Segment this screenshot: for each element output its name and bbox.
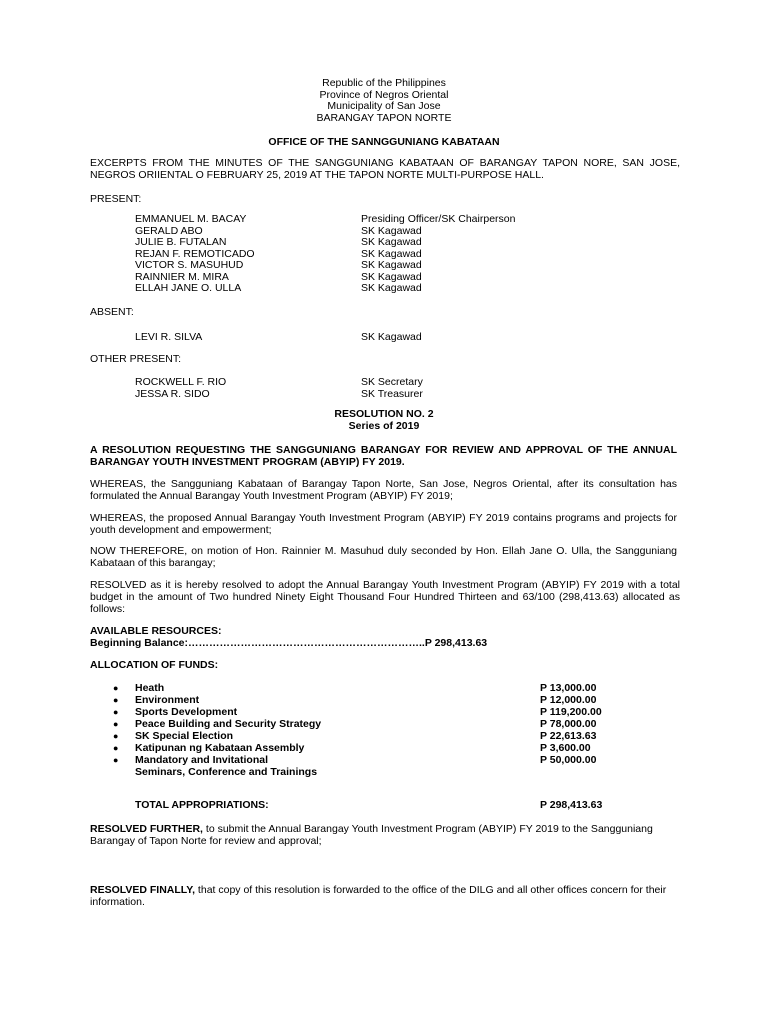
excerpt-paragraph: EXCERPTS FROM THE MINUTES OF THE SANGGUNIANG KABATAAN OF BARANGAY TAPON NORE, SAN JOSE, NEGROS ORIIENTAL O FEBRUARY 25, 2019 AT THE TAPON NORTE MULTI-PURPOSE HALL. bbox=[90, 157, 680, 181]
whereas-paragraph-2: WHEREAS, the proposed Annual Barangay Youth Investment Program (ABYIP) FY 2019 contains programs and projects for youth development and empowerment; bbox=[90, 512, 677, 536]
available-resources-heading: AVAILABLE RESOURCES: bbox=[90, 625, 222, 637]
attendee-role: Presiding Officer/SK Chairperson bbox=[361, 213, 516, 225]
bullet-icon: ● bbox=[113, 755, 119, 765]
allocation-item-amount: P 78,000.00 bbox=[540, 718, 597, 730]
resolved-further-lead: RESOLVED FURTHER, bbox=[90, 823, 203, 835]
resolved-finally-paragraph bbox=[90, 884, 677, 908]
attendee-name: RAINNIER M. MIRA bbox=[135, 270, 229, 283]
attendee-name: REJAN F. REMOTICADO bbox=[135, 247, 255, 260]
bullet-icon: ● bbox=[113, 731, 119, 741]
bullet-icon: ● bbox=[113, 719, 119, 729]
allocation-item-amount: P 22,613.63 bbox=[540, 730, 597, 742]
bullet-icon: ● bbox=[113, 707, 119, 717]
resolved-finally-lead: RESOLVED FINALLY, bbox=[90, 884, 196, 896]
allocation-item-amount: P 50,000.00 bbox=[540, 754, 597, 766]
now-therefore-paragraph: NOW THEREFORE, on motion of Hon. Rainnier M. Masuhud duly seconded by Hon. Ellah Jane O. Ulla, the Sangguniang Kabataan of this barangay; bbox=[90, 545, 677, 569]
header-province: Province of Negros Oriental bbox=[319, 88, 449, 101]
header-barangay: BARANGAY TAPON NORTE bbox=[316, 111, 452, 124]
allocation-item-amount: P 119,200.00 bbox=[540, 706, 602, 718]
attendee-name: VICTOR S. MASUHUD bbox=[135, 259, 244, 271]
allocation-item-label: Mandatory and Invitational bbox=[135, 754, 269, 766]
allocation-item-amount: P 3,600.00 bbox=[540, 742, 591, 754]
attendee-name: EMMANUEL M. BACAY bbox=[135, 213, 247, 225]
other-attendee-role: SK Treasurer bbox=[361, 387, 423, 400]
other-attendee-name: JESSA R. SIDO bbox=[135, 387, 210, 400]
present-label: PRESENT: bbox=[90, 193, 142, 205]
resolved-paragraph: RESOLVED as it is hereby resolved to adopt the Annual Barangay Youth Investment Program (ABYIP) FY 2019 with a total budget in the amount of Two hundred Ninety Eight Thousand Four Hundred Thirteen and 63/100 (298,413.63) allocated as follows: bbox=[90, 579, 680, 615]
attendee-name: GERALD ABO bbox=[135, 224, 203, 237]
allocation-item-label: SK Special Election bbox=[135, 730, 234, 742]
bullet-icon: ● bbox=[113, 743, 119, 753]
allocation-item-label: Katipunan ng Kabataan Assembly bbox=[135, 742, 305, 754]
allocation-item-label: Environment bbox=[135, 694, 200, 706]
bullet-icon: ● bbox=[113, 695, 119, 705]
whereas-paragraph-1: WHEREAS, the Sangguniang Kabataan of Barangay Tapon Norte, San Jose, Negros Oriental, after its consultation has formulated the Annual Barangay Youth Investment Program (ABYIP) FY 2019; bbox=[90, 478, 677, 502]
resolution-series: Series of 2019 bbox=[348, 419, 420, 432]
other-attendee-role: SK Secretary bbox=[361, 376, 423, 388]
attendee-role: SK Kagawad bbox=[361, 236, 422, 248]
allocation-item-label: Heath bbox=[135, 682, 165, 694]
resolution-title: A RESOLUTION REQUESTING THE SANGGUNIANG BARANGAY FOR REVIEW AND APPROVAL OF THE ANNUAL BARANGAY YOUTH INVESTMENT PROGRAM (ABYIP) FY 2019. bbox=[90, 444, 677, 468]
attendee-role: SK Kagawad bbox=[361, 282, 422, 294]
allocation-item-continuation: Seminars, Conference and Trainings bbox=[135, 766, 318, 778]
resolved-further-paragraph bbox=[90, 823, 677, 847]
allocation-heading: ALLOCATION OF FUNDS: bbox=[90, 659, 219, 671]
other-present-label: OTHER PRESENT: bbox=[90, 353, 182, 365]
attendee-role: SK Kagawad bbox=[361, 247, 422, 260]
absentee-name: LEVI R. SILVA bbox=[135, 331, 203, 343]
header-municipality: Municipality of San Jose bbox=[327, 100, 441, 112]
resolved-further-text: to submit the Annual Barangay Youth Investment Program (ABYIP) FY 2019 to the Sangguniang Barangay of Tapon Norte for review and approval; bbox=[90, 823, 653, 847]
header-republic: Republic of the Philippines bbox=[322, 77, 446, 89]
attendee-name: ELLAH JANE O. ULLA bbox=[135, 282, 242, 294]
bullet-icon: ● bbox=[113, 683, 119, 693]
total-appropriations-amount: P 298,413.63 bbox=[540, 799, 603, 811]
beginning-balance-line: Beginning Balance:…………………………………………………………..P 298,413.63 bbox=[90, 636, 488, 649]
office-title: OFFICE OF THE SANNGGUNIANG KABATAAN bbox=[268, 136, 500, 148]
allocation-item-label: Peace Building and Security Strategy bbox=[135, 718, 322, 730]
total-appropriations-label: TOTAL APPROPRIATIONS: bbox=[135, 799, 269, 811]
attendee-role: SK Kagawad bbox=[361, 259, 422, 271]
other-attendee-name: ROCKWELL F. RIO bbox=[135, 376, 227, 388]
resolved-finally-text: that copy of this resolution is forwarded to the office of the DILG and all other offices concern for their information. bbox=[90, 884, 667, 908]
attendee-name: JULIE B. FUTALAN bbox=[135, 236, 227, 248]
absentee-role: SK Kagawad bbox=[361, 331, 422, 343]
allocation-item-amount: P 13,000.00 bbox=[540, 682, 597, 694]
attendee-role: SK Kagawad bbox=[361, 270, 422, 283]
resolution-number: RESOLUTION NO. 2 bbox=[334, 408, 434, 420]
attendee-role: SK Kagawad bbox=[361, 224, 422, 237]
allocation-item-amount: P 12,000.00 bbox=[540, 694, 597, 706]
allocation-item-label: Sports Development bbox=[135, 706, 238, 718]
absent-label: ABSENT: bbox=[90, 306, 134, 318]
